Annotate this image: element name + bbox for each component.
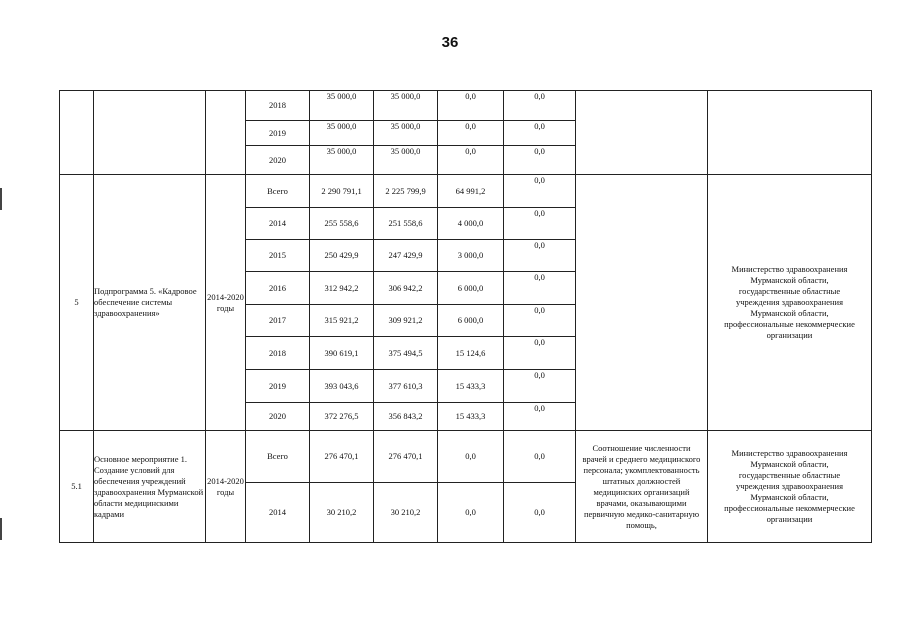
activity-executor: Министерство здравоохранения Мурманской области, государственные областные учреждения здравоохранения Мурманской области, профессиональные некоммерческие организации: [708, 431, 872, 543]
year-cell: 2018: [246, 337, 310, 370]
year-cell: 2018: [246, 91, 310, 121]
federal-cell: 6 000,0: [438, 272, 504, 305]
scan-mark: [0, 188, 2, 210]
other-cell: 0,0: [504, 370, 576, 403]
budget-table: [59, 90, 872, 543]
indicator-cell: [576, 175, 708, 431]
year-cell: 2017: [246, 305, 310, 337]
total-cell: 255 558,6: [310, 208, 374, 240]
year-cell: 2020: [246, 146, 310, 175]
federal-cell: 0,0: [438, 121, 504, 146]
total-cell: 390 619,1: [310, 337, 374, 370]
total-cell: 35 000,0: [310, 121, 374, 146]
subprogram-executor: Министерство здравоохранения Мурманской области, государственные областные учреждения здравоохранения Мурманской области, профессиональные некоммерческие организации: [708, 175, 872, 431]
activity-name: Основное мероприятие 1. Создание условий для обеспечения учреждений здравоохранения Мурманской области медицинскими кадрами: [94, 431, 206, 543]
federal-cell: 15 433,3: [438, 403, 504, 431]
regional-cell: 35 000,0: [374, 91, 438, 121]
regional-cell: 276 470,1: [374, 431, 438, 483]
table-row: [60, 175, 872, 208]
federal-cell: 0,0: [438, 91, 504, 121]
other-cell: 0,0: [504, 240, 576, 272]
other-cell: 0,0: [504, 431, 576, 483]
indicator-cell: [576, 91, 708, 175]
other-cell: 0,0: [504, 208, 576, 240]
activity-number: 5.1: [60, 431, 94, 543]
number-cell: [60, 91, 94, 175]
total-cell: 276 470,1: [310, 431, 374, 483]
page-number: 36: [441, 34, 459, 51]
executor-cell: [708, 91, 872, 175]
total-cell: 35 000,0: [310, 91, 374, 121]
table-row: [60, 91, 872, 121]
federal-cell: 3 000,0: [438, 240, 504, 272]
activity-period: 2014-2020 годы: [206, 431, 246, 543]
other-cell: 0,0: [504, 403, 576, 431]
total-cell: 250 429,9: [310, 240, 374, 272]
year-cell: 2014: [246, 483, 310, 543]
regional-cell: 35 000,0: [374, 121, 438, 146]
federal-cell: 6 000,0: [438, 305, 504, 337]
other-cell: 0,0: [504, 175, 576, 208]
total-cell: 30 210,2: [310, 483, 374, 543]
regional-cell: 251 558,6: [374, 208, 438, 240]
other-cell: 0,0: [504, 146, 576, 175]
total-cell: 35 000,0: [310, 146, 374, 175]
year-cell: 2020: [246, 403, 310, 431]
subprogram-period: 2014-2020 годы: [206, 175, 246, 431]
federal-cell: 0,0: [438, 431, 504, 483]
total-cell: 312 942,2: [310, 272, 374, 305]
regional-cell: 375 494,5: [374, 337, 438, 370]
year-cell: Всего: [246, 175, 310, 208]
year-cell: 2015: [246, 240, 310, 272]
year-cell: Всего: [246, 431, 310, 483]
regional-cell: 2 225 799,9: [374, 175, 438, 208]
other-cell: 0,0: [504, 483, 576, 543]
regional-cell: 30 210,2: [374, 483, 438, 543]
year-cell: 2014: [246, 208, 310, 240]
regional-cell: 35 000,0: [374, 146, 438, 175]
total-cell: 372 276,5: [310, 403, 374, 431]
subprogram-name: Подпрограмма 5. «Кадровое обеспечение системы здравоохранения»: [94, 175, 206, 431]
regional-cell: 377 610,3: [374, 370, 438, 403]
other-cell: 0,0: [504, 337, 576, 370]
federal-cell: 0,0: [438, 146, 504, 175]
other-cell: 0,0: [504, 305, 576, 337]
regional-cell: 306 942,2: [374, 272, 438, 305]
other-cell: 0,0: [504, 272, 576, 305]
table-row: [60, 431, 872, 483]
federal-cell: 15 433,3: [438, 370, 504, 403]
other-cell: 0,0: [504, 91, 576, 121]
year-cell: 2019: [246, 370, 310, 403]
total-cell: 2 290 791,1: [310, 175, 374, 208]
regional-cell: 309 921,2: [374, 305, 438, 337]
federal-cell: 4 000,0: [438, 208, 504, 240]
federal-cell: 15 124,6: [438, 337, 504, 370]
total-cell: 393 043,6: [310, 370, 374, 403]
subprogram-number: 5: [60, 175, 94, 431]
year-cell: 2019: [246, 121, 310, 146]
total-cell: 315 921,2: [310, 305, 374, 337]
other-cell: 0,0: [504, 121, 576, 146]
federal-cell: 64 991,2: [438, 175, 504, 208]
activity-indicator: Соотношение численности врачей и среднего медицинского персонала; укомплектованность штатных должностей медицинских организаций врачами, оказывающими первичную медико-санитарную помощь,: [576, 431, 708, 543]
name-cell: [94, 91, 206, 175]
scan-mark: [0, 518, 2, 540]
year-cell: 2016: [246, 272, 310, 305]
regional-cell: 247 429,9: [374, 240, 438, 272]
federal-cell: 0,0: [438, 483, 504, 543]
regional-cell: 356 843,2: [374, 403, 438, 431]
period-cell: [206, 91, 246, 175]
